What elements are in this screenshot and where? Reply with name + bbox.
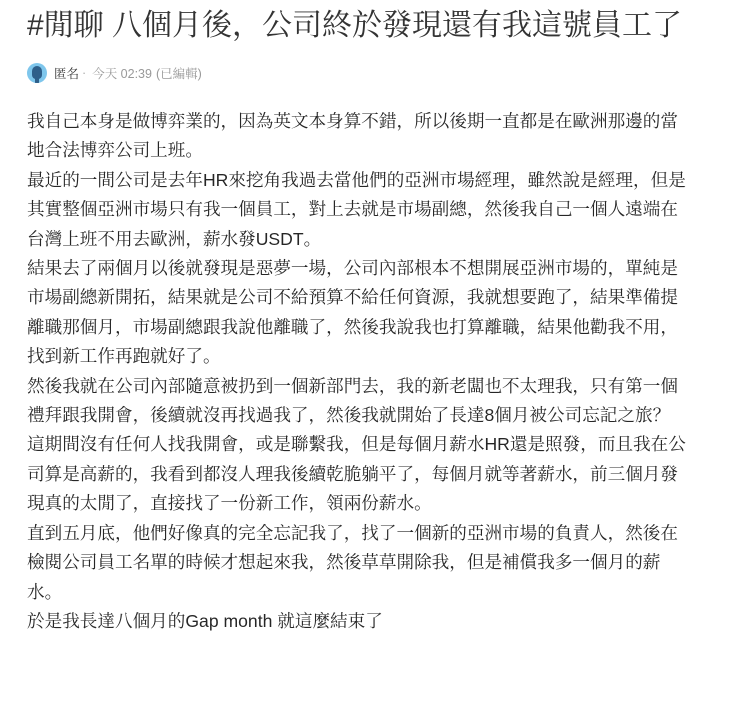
edited-label: (已編輯): [155, 67, 202, 81]
post-title: #閒聊 八個月後，公司終於發現還有我這號員工了: [27, 9, 683, 42]
paragraph-line: 市場副總新開拓，結果就是公司不給預算不給任何資源，我就想要跑了，結果準備提: [27, 287, 678, 308]
post-paragraph: [27, 254, 732, 372]
post-meta: [27, 61, 732, 85]
paragraph-line: 然後我就在公司內部隨意被扔到一個新部門去，我的新老闆也不太理我，只有第一個: [27, 375, 678, 396]
post: [0, 3, 732, 636]
post-content: [27, 107, 732, 636]
paragraph-line: 水。: [27, 581, 63, 602]
post-paragraph: [27, 372, 732, 519]
paragraph-line: 其實整個亞洲市場只有我一個員工，對上去就是市場副總，然後我自己一個人遠端在: [27, 199, 678, 220]
post-time: 今天 02:39: [92, 67, 152, 81]
meta-separator: ·: [82, 66, 87, 80]
anonymous-avatar-icon[interactable]: [27, 63, 47, 83]
paragraph-line: 找到新工作再跑就好了。: [27, 346, 221, 367]
post-paragraph: [27, 166, 732, 254]
paragraph-line: 最近的一間公司是去年HR來挖角我過去當他們的亞洲市場經理，雖然說是經理，但是: [27, 169, 686, 190]
paragraph-line: 檢閱公司員工名單的時候才想起來我，然後草草開除我，但是補償我多一個月的薪: [27, 552, 661, 573]
paragraph-line: 直到五月底，他們好像真的完全忘記我了，找了一個新的亞洲市場的負責人，然後在: [27, 522, 678, 543]
paragraph-line: 現真的太閒了，直接找了一份新工作，領兩份薪水。: [27, 493, 432, 514]
paragraph-line: 我自己本身是做博弈業的，因為英文本身算不錯，所以後期一直都是在歐洲那邊的當: [27, 111, 678, 131]
paragraph-line: 禮拜跟我開會，後續就沒再找過我了，然後我就開始了長達8個月被公司忘記之旅？: [27, 405, 671, 426]
paragraph-line: 離職那個月，市場副總跟我說他離職了，然後我說我也打算離職，結果他勸我不用，: [27, 316, 678, 337]
paragraph-line: 結果去了兩個月以後就發現是惡夢一場，公司內部根本不想開展亞洲市場的，單純是: [27, 258, 678, 279]
post-paragraph: [27, 107, 732, 166]
paragraph-line: 這期間沒有任何人找我開會，或是聯繫我，但是每個月薪水HR還是照發，而且我在公: [27, 434, 686, 455]
paragraph-line: 於是我長達八個月的Gap month 就這麼結束了: [27, 610, 383, 631]
author-name[interactable]: 匿名: [54, 67, 80, 81]
paragraph-line: 地合法博弈公司上班。: [27, 140, 203, 161]
post-paragraph: [27, 607, 732, 636]
paragraph-line: 台灣上班不用去歐洲，薪水發USDT。: [27, 228, 322, 249]
paragraph-line: 司算是高薪的，我看到都沒人理我後續乾脆躺平了，每個月就等著薪水，前三個月發: [27, 463, 678, 484]
post-paragraph: [27, 519, 732, 607]
